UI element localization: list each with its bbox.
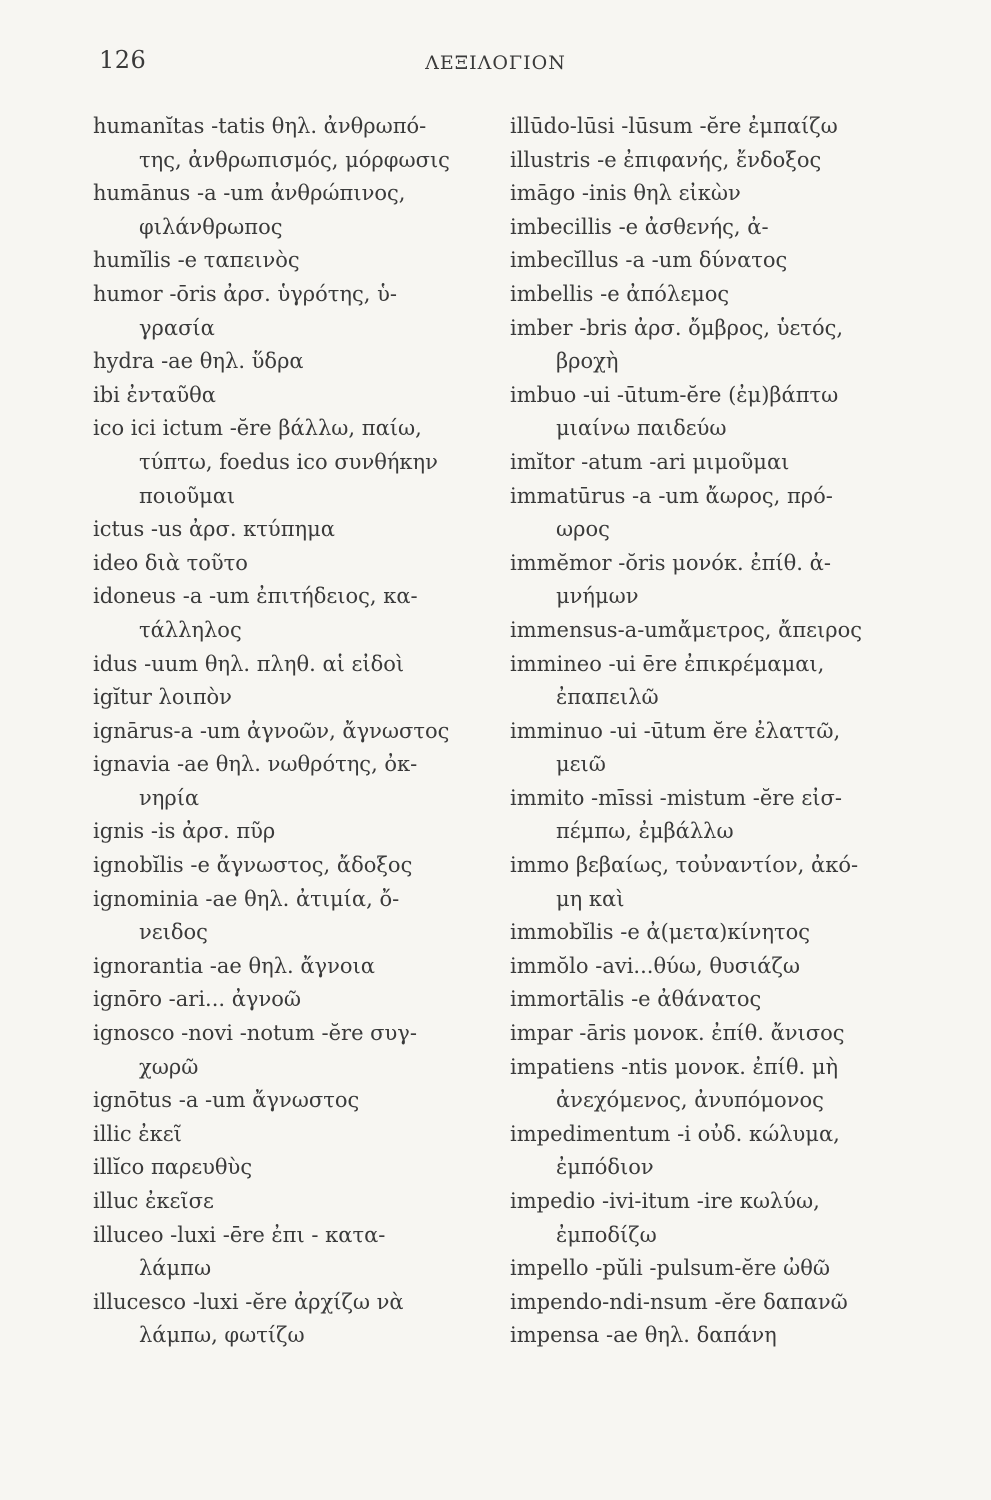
- dictionary-entry-continuation: μιαίνω παιδεύω: [556, 416, 727, 441]
- dictionary-entry-continuation: λάμπω: [139, 1256, 212, 1281]
- dictionary-entry-continuation: ἐμπόδιον: [556, 1155, 654, 1180]
- dictionary-entry: immo βεβαίως, τοὐναντίον, ἀκό-: [510, 853, 859, 878]
- dictionary-entry-continuation: ποιοῦμαι: [139, 483, 236, 508]
- dictionary-entry: ibi ἐνταῦθα: [93, 382, 216, 407]
- dictionary-entry: imbecillis -e ἀσθενής, ἀ-: [510, 214, 769, 239]
- page-number: 126: [99, 46, 147, 74]
- left-column: [93, 110, 513, 1353]
- dictionary-entry: ignārus-a -um ἀγνοῶν, ἄγνωστος: [93, 718, 450, 743]
- dictionary-entry: impedio -ivi-itum -ire κωλύω,: [510, 1189, 820, 1213]
- dictionary-entry: idoneus -a -um ἐπιτήδειος, κα-: [93, 584, 418, 609]
- dictionary-entry: ignosco -novi -notum -ĕre συγ-: [93, 1021, 417, 1046]
- dictionary-entry: immortālis -e ἀθάνατος: [510, 987, 762, 1012]
- dictionary-entry: ignis -is ἀρσ. πῦρ: [93, 819, 276, 844]
- dictionary-entry: humor -ōris ἀρσ. ὑγρότης, ὑ-: [93, 281, 397, 306]
- dictionary-entry: humānus -a -um ἀνθρώπινος,: [93, 181, 406, 206]
- dictionary-entry: ignavia -ae θηλ. νωθρότης, ὀκ-: [93, 752, 418, 777]
- dictionary-entry-continuation: μειῶ: [556, 752, 606, 777]
- dictionary-entry: immineo -ui ēre ἐπικρέμαμαι,: [510, 651, 825, 676]
- dictionary-entry: impedimentum -i οὐδ. κώλυμα,: [510, 1121, 840, 1146]
- dictionary-entry-continuation: λάμπω, φωτίζω: [139, 1323, 305, 1348]
- dictionary-entry: imāgo -inis θηλ εἰκὼν: [510, 181, 741, 206]
- dictionary-entry-continuation: μνήμων: [556, 584, 639, 609]
- dictionary-entry-continuation: χωρῶ: [139, 1054, 199, 1079]
- dictionary-entry: illuceo -luxi -ēre ἐπι - κατα-: [93, 1222, 386, 1247]
- dictionary-entry: hydra -ae θηλ. ὕδρα: [93, 349, 304, 374]
- dictionary-entry: ignōro -ari... ἀγνοῶ: [93, 987, 302, 1012]
- dictionary-entry: imbecĭllus -a -um δύνατος: [510, 248, 788, 273]
- dictionary-entry-continuation: νηρία: [139, 785, 200, 810]
- dictionary-entry: ignominia -ae θηλ. ἀτιμία, ὄ-: [93, 886, 400, 911]
- dictionary-entry: illucesco -luxi -ĕre ἀρχίζω νὰ: [93, 1289, 404, 1314]
- dictionary-entry: imbellis -e ἀπόλεμος: [510, 281, 730, 306]
- dictionary-entry: immŏlo -avi...θύω, θυσιάζω: [510, 953, 800, 978]
- dictionary-entry: ignobĭlis -e ἄγνωστος, ἄδοξος: [93, 853, 413, 878]
- dictionary-entry: humanĭtas -tatis θηλ. ἀνθρωπό-: [93, 114, 427, 138]
- dictionary-entry: ico ici ictum -ĕre βάλλω, παίω,: [93, 416, 422, 441]
- dictionary-entry-continuation: γρασία: [139, 315, 215, 340]
- dictionary-entry-continuation: μη καὶ: [556, 886, 625, 911]
- dictionary-entry: impar -āris μονοκ. ἐπίθ. ἄνισος: [510, 1021, 845, 1046]
- dictionary-entry-continuation: βροχὴ: [556, 349, 619, 374]
- dictionary-entry: imminuo -ui -ūtum ĕre ἐλαττῶ,: [510, 718, 841, 743]
- dictionary-entry-continuation: ἐμποδίζω: [556, 1222, 657, 1247]
- running-head-title: ΛΕΞΙΛΟΓΙΟΝ: [425, 52, 566, 74]
- dictionary-entry: ignorantia -ae θηλ. ἄγνοια: [93, 953, 375, 978]
- dictionary-entry: illūdo-lūsi -lūsum -ĕre ἐμπαίζω: [510, 114, 838, 138]
- dictionary-entry: illuc ἐκεῖσε: [93, 1189, 214, 1213]
- dictionary-entry: idus -uum θηλ. πληθ. αἱ εἰδοὶ: [93, 651, 405, 676]
- dictionary-entry: impendo-ndi-nsum -ĕre δαπανῶ: [510, 1289, 848, 1314]
- dictionary-entry: impello -pŭli -pulsum-ĕre ὠθῶ: [510, 1256, 830, 1281]
- dictionary-entry: ictus -us ἀρσ. κτύπημα: [93, 517, 335, 542]
- right-column: [510, 110, 950, 1353]
- dictionary-entry: illic ἐκεῖ: [93, 1121, 182, 1146]
- dictionary-entry: imĭtor -atum -ari μιμοῦμαι: [510, 449, 790, 474]
- dictionary-entry-continuation: πέμπω, ἐμβάλλω: [556, 819, 734, 844]
- dictionary-entry-continuation: ἀνεχόμενος, ἀνυπόμονος: [556, 1088, 824, 1113]
- dictionary-entry: ignōtus -a -um ἄγνωστος: [93, 1088, 360, 1113]
- dictionary-entry-continuation: τύπτω, foedus ico συνθήκην: [139, 449, 438, 474]
- dictionary-entry: immensus-a-umἄμετρος, ἄπειρος: [510, 617, 862, 642]
- dictionary-entry: imbuo -ui -ūtum-ĕre (ἐμ)βάπτω: [510, 382, 839, 407]
- dictionary-entry: immobĭlis -e ἀ(μετα)κίνητος: [510, 920, 811, 945]
- dictionary-entry: illĭco παρευθὺς: [93, 1155, 253, 1180]
- dictionary-entry-continuation: νειδος: [139, 920, 208, 945]
- dictionary-entry-continuation: της, ἀνθρωπισμός, μόρφωσις: [139, 147, 450, 172]
- dictionary-entry: immĕmor -ŏris μονόκ. ἐπίθ. ἀ-: [510, 550, 831, 575]
- dictionary-entry: humĭlis -e ταπεινὸς: [93, 248, 300, 273]
- dictionary-entry: imber -bris ἀρσ. ὄμβρος, ὑετός,: [510, 315, 844, 340]
- dictionary-entry: immatūrus -a -um ἄωρος, πρό-: [510, 483, 833, 508]
- dictionary-entry-continuation: ἐπαπειλῶ: [556, 685, 659, 710]
- dictionary-entry: impensa -ae θηλ. δαπάνη: [510, 1323, 777, 1348]
- dictionary-entry: igĭtur λοιπὸν: [93, 685, 232, 710]
- dictionary-entry: illustris -e ἐπιφανής, ἔνδοξος: [510, 147, 822, 172]
- dictionary-entry-continuation: ωρος: [556, 517, 610, 542]
- dictionary-entry-continuation: τάλληλος: [139, 617, 242, 642]
- dictionary-entry: immito -mīssi -mistum -ĕre εἰσ-: [510, 785, 842, 810]
- dictionary-entry-continuation: φιλάνθρωπος: [139, 214, 283, 239]
- dictionary-entry: impatiens -ntis μονοκ. ἐπίθ. μὴ: [510, 1054, 839, 1079]
- dictionary-entry: ideo διὰ τοῦτο: [93, 550, 248, 575]
